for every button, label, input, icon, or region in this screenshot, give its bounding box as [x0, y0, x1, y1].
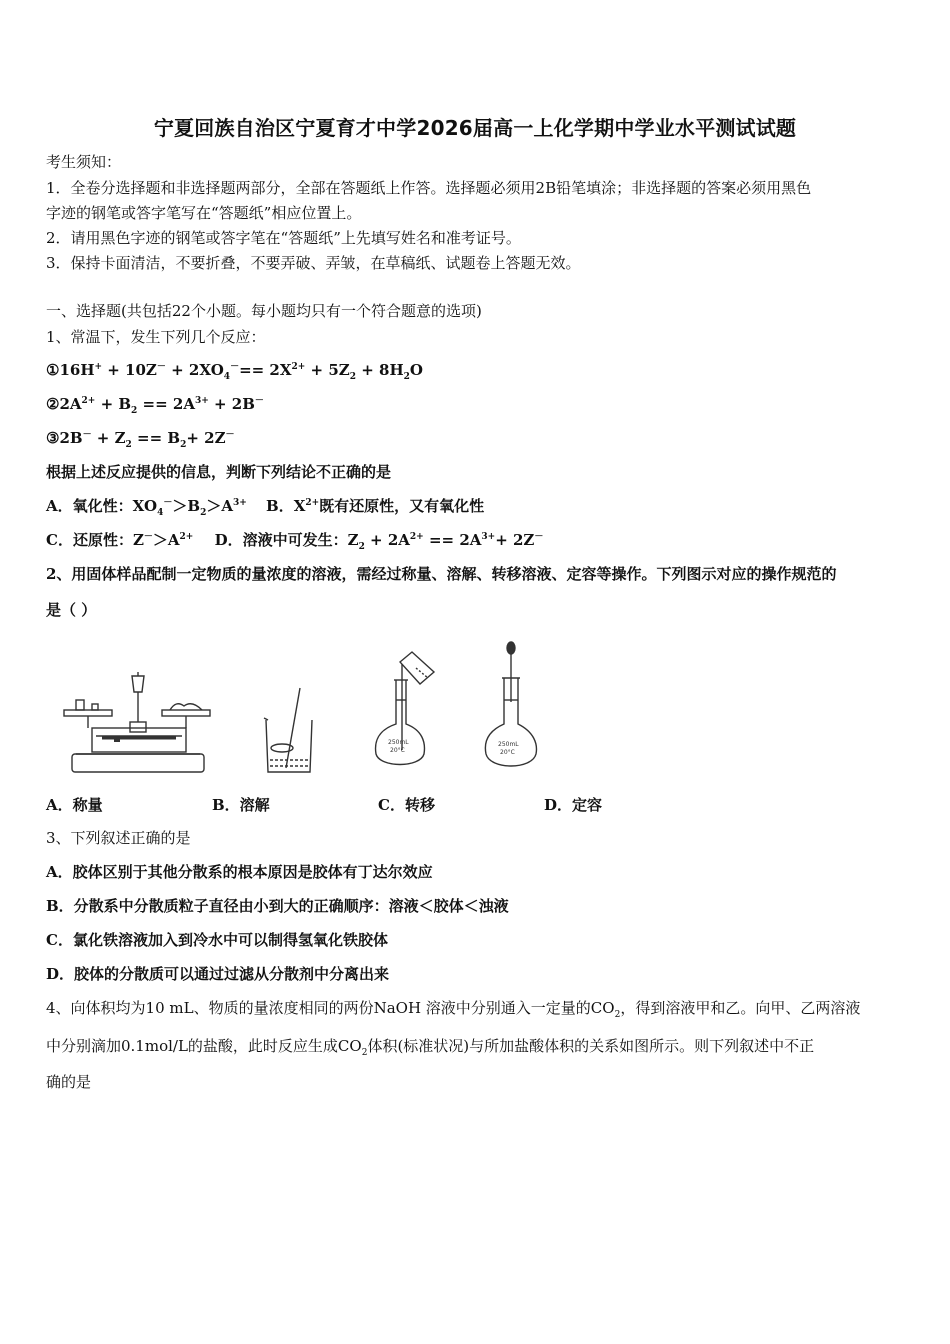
q1-options-cd [46, 530, 906, 550]
notice-item: 1．全卷分选择题和非选择题两部分，全部在答题纸上作答。选择题必须用2B铅笔填涂；非选择题的答案必须用黑色 [46, 179, 812, 197]
q1-option-b[interactable]: B．$X^{2+}$既有还原性，又有氧化性 [266, 497, 485, 515]
q3-option-a[interactable]: A．胶体区别于其他分散系的根本原因是胶体有丁达尔效应 [46, 863, 433, 881]
q4-stem-line-3: 确的是 [46, 1073, 92, 1091]
q4-stem-line-2: 中分别滴加0.1mol/L的盐酸，此时反应生成$CO_2$体积(标准状况)与所加盐酸体积的关系如图所示。则下列叙述中不正 [46, 1037, 815, 1058]
notice-heading: 考生须知： [46, 153, 122, 171]
q4-stem-line-1: 4、向体积均为10 mL、物质的量浓度相同的两份NaOH 溶液中分别通入一定量的$CO_2$，得到溶液甲和乙。向甲、乙两溶液 [46, 999, 861, 1020]
q3-option-b[interactable]: B．分散系中分散质粒子直径由小到大的正确顺序：溶液＜胶体＜浊液 [46, 897, 509, 915]
q1-reaction-1: ①16H+ + $10Z^- + 2XO_4^-== 2X^{2+} + 5Z_2 + 8H_2O$ [46, 361, 423, 382]
q1-option-a[interactable]: A．氧化性：$XO_4^->B_2>A^{3+}$ [46, 497, 247, 518]
notice-item: 3．保持卡面清洁，不要折叠，不要弄破、弄皱，在草稿纸、试题卷上答题无效。 [46, 254, 581, 272]
notice-item: 2．请用黑色字迹的钢笔或答字笔在“答题纸”上先填写姓名和准考证号。 [46, 229, 521, 247]
q2-stem-cont: 是（ ） [46, 601, 97, 619]
q2-option-c[interactable]: C．转移 [378, 796, 435, 814]
volume-fix-illustration [484, 640, 544, 776]
notice-item: 字迹的钢笔或答字笔写在“答题纸”相应位置上。 [46, 204, 362, 222]
q3-option-c[interactable]: C．氯化铁溶液加入到冷水中可以制得氢氧化铁胶体 [46, 931, 388, 949]
page-title: 宁夏回族自治区宁夏育才中学2026届高一上化学期中学业水平测试试题 [153, 116, 797, 140]
transfer-illustration [372, 650, 448, 776]
q3-stem: 3、下列叙述正确的是 [46, 829, 191, 847]
beaker-illustration [260, 686, 318, 776]
q2-stem: 2、用固体样品配制一定物质的量浓度的溶液，需经过称量、溶解、转移溶液、定容等操作。下列图示对应的操作规范的 [46, 565, 837, 583]
flask-volume-label: 250mL [388, 739, 409, 746]
q1-question: 根据上述反应提供的信息，判断下列结论不正确的是 [46, 463, 392, 481]
flask-volume-label: 250mL [498, 741, 519, 748]
q2-option-a[interactable]: A．称量 [46, 796, 103, 814]
q3-option-d[interactable]: D．胶体的分散质可以通过过滤从分散剂中分离出来 [46, 965, 390, 983]
q2-option-b[interactable]: B．溶解 [212, 796, 270, 814]
q1-option-d[interactable]: D．溶液中可发生：$Z_2 + 2A^{2+} == 2A^{3+}+ 2Z^-$ [214, 531, 544, 552]
flask-temp-label: 20°C [500, 749, 515, 756]
q1-stem: 1、常温下，发生下列几个反应： [46, 328, 266, 346]
balance-illustration [62, 670, 214, 776]
q2-option-d[interactable]: D．定容 [544, 796, 603, 814]
q1-options-ab [46, 496, 906, 516]
q1-reaction-3: ③2B－ + $Z_2 == B_2+ 2Z^-$ [46, 429, 235, 450]
q1-option-c[interactable]: C．还原性：$Z^->A^{2+}$ [46, 531, 194, 549]
flask-temp-label: 20°C [390, 747, 405, 754]
section-heading: 一、选择题(共包括22个小题。每小题均只有一个符合题意的选项) [46, 302, 482, 320]
q1-reaction-2: $②2A^{2+} + B_2 == 2A^{3+} + 2B^-$ [46, 395, 264, 416]
